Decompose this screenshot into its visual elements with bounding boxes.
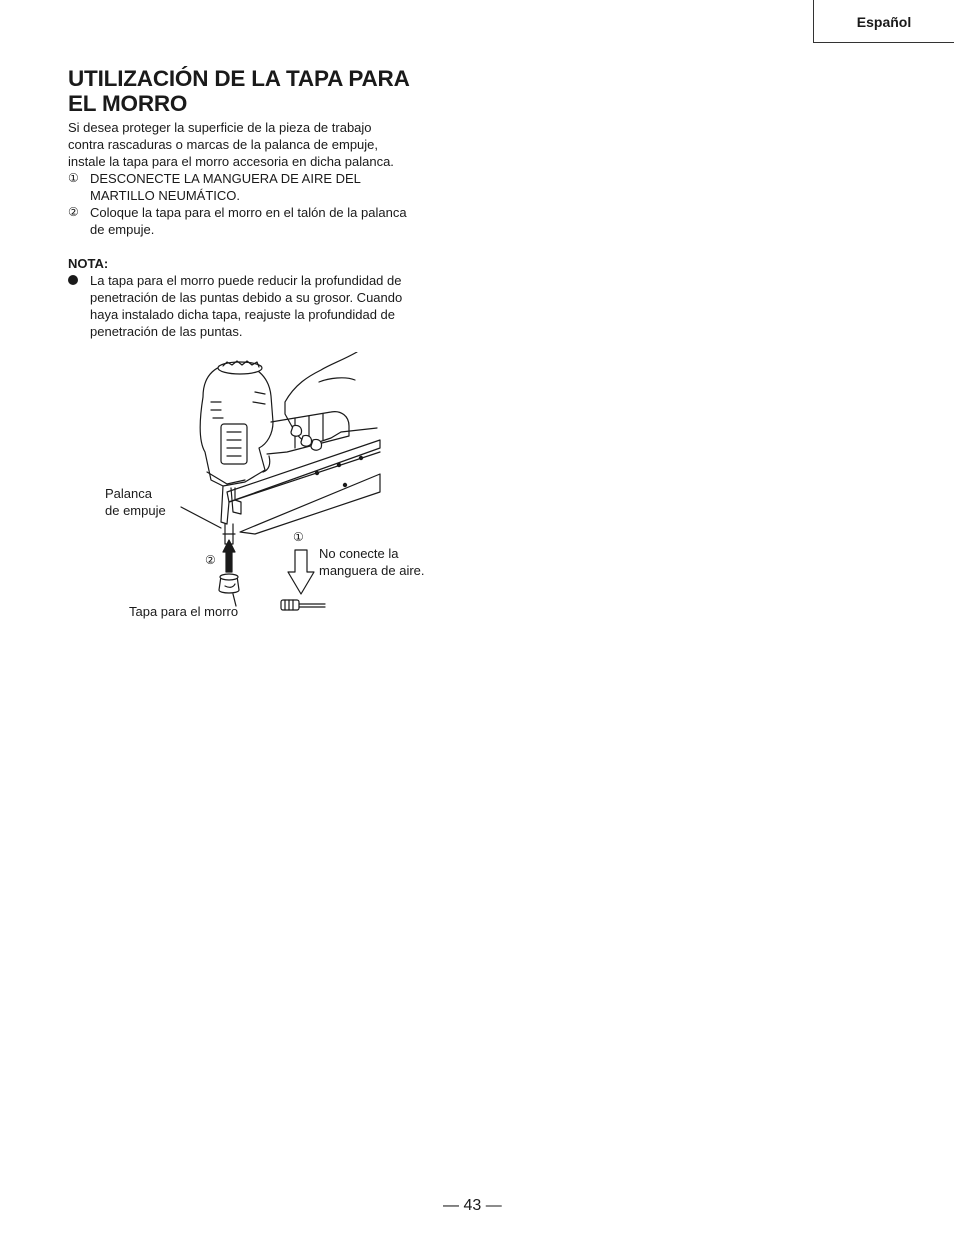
step-1-text [90,170,460,204]
section-title-line-2: EL MORRO [68,91,188,116]
section-content [68,66,460,340]
hose-label-line-2: manguera de aire. [319,563,425,578]
nose-cap-illustration [95,352,475,632]
intro-line: instale la tapa para el morro accesoria en dicha palanca. [68,154,394,169]
intro-line: contra rascaduras o marcas de la palanca de empuje, [68,137,379,152]
push-lever-label-line-2: de empuje [105,503,166,518]
note-item [68,272,460,340]
note-line: haya instalado dicha tapa, reajuste la profundidad de [90,307,395,322]
step-line: DESCONECTE LA MANGUERA DE AIRE DEL [90,171,361,186]
section-title-line-1: UTILIZACIÓN DE LA TAPA PARA [68,66,410,91]
push-lever-label-line-1: Palanca [105,486,152,501]
hose-label-line-1: No conecte la [319,546,399,561]
step-2-text [90,204,460,238]
step-line: MARTILLO NEUMÁTICO. [90,188,241,203]
nose-cap-label: Tapa para el morro [129,604,239,619]
step-1-marker: ① [68,171,79,185]
note-line: penetración de las puntas debido a su grosor. Cuando [90,290,403,305]
nailer-drawing [95,352,475,632]
note-bullet [68,272,90,340]
language-label: Español [856,14,912,30]
note-line: La tapa para el morro puede reducir la profundidad de [90,273,402,288]
figure-marker-1: ① [293,530,304,544]
step-line: de empuje. [90,222,155,237]
intro-line: Si desea proteger la superficie de la pieza de trabajo [68,120,372,135]
step-2-marker: ② [68,205,79,219]
note-label: NOTA: [68,256,109,271]
intro-paragraph [68,119,460,170]
figure-marker-2: ② [205,553,216,567]
bullet-dot-icon [68,275,78,285]
step-line: Coloque la tapa para el morro en el talón de la palanca [90,205,407,220]
page-number: — 43 — [443,1197,502,1214]
note-line: penetración de las puntas. [90,324,243,339]
section-title [68,66,460,116]
language-tab [813,0,954,43]
step-1 [68,170,460,204]
step-2 [68,204,460,238]
note-text [90,272,460,340]
